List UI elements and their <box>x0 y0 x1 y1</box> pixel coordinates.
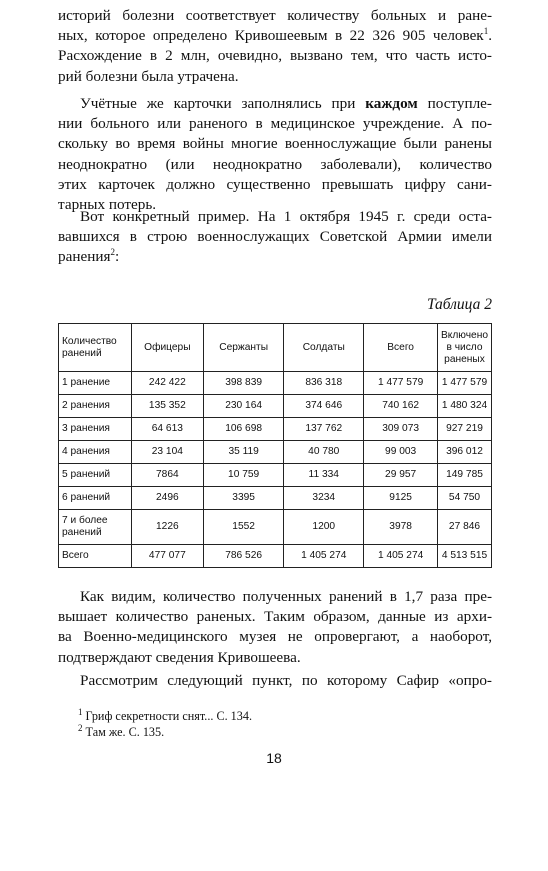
table-cell: 64 613 <box>131 418 203 441</box>
paragraph-5 <box>58 671 492 691</box>
text-line: Как видим, количество полученных ранений в 1,7 раза пре- <box>80 588 492 605</box>
text-line: этих карточек должно существенно превышать цифру сани- <box>58 175 492 193</box>
row-label-cell: 1 ранение <box>59 372 132 395</box>
text-line: неоднократно (или неоднократно заболевали), количество <box>58 155 492 173</box>
text-line <box>58 247 492 267</box>
table-cell: 1 477 579 <box>364 372 438 395</box>
footnote-mark: 1 <box>78 706 83 717</box>
table-cell: 3234 <box>284 487 364 510</box>
text-line: историй болезни соответствует количеству больных и ране- <box>58 7 492 24</box>
table-cell: 1552 <box>204 510 284 545</box>
table-cell: 54 750 <box>438 487 492 510</box>
table-cell: 1 477 579 <box>438 372 492 395</box>
table-cell: 1226 <box>131 510 203 545</box>
paragraph-3 <box>58 207 492 268</box>
table-cell: 99 003 <box>364 441 438 464</box>
text-line: Расхождение в 2 млн, очевидно, вызвано тем, что часть исто- <box>58 47 492 65</box>
text-line-content: ранения <box>58 248 111 266</box>
footnote-text: Гриф секретности снят... С. 134. <box>82 709 253 723</box>
text-line: нии больного или раненого в медицинское учреждение. А по- <box>58 115 492 133</box>
table-header-row <box>59 324 492 372</box>
table-cell: 3978 <box>364 510 438 545</box>
table-cell: 9125 <box>364 487 438 510</box>
text-line-content: ных, которое определено Кривошеевым в 22 326 905 человек <box>58 27 484 45</box>
table-cell: 135 352 <box>131 395 203 418</box>
wounds-table <box>58 323 492 568</box>
table-cell: 2496 <box>131 487 203 510</box>
paragraph-4 <box>58 587 492 668</box>
table-row <box>59 510 492 545</box>
bold-word: каждом <box>365 95 418 112</box>
row-label-cell: 5 ранений <box>59 464 132 487</box>
table-row <box>59 441 492 464</box>
table-cell: 230 164 <box>204 395 284 418</box>
table-cell: 242 422 <box>131 372 203 395</box>
table-cell: 40 780 <box>284 441 364 464</box>
footnote-2 <box>78 722 165 740</box>
colon: : <box>114 248 120 266</box>
table-cell: 1 405 274 <box>284 545 364 568</box>
table-cell: 7864 <box>131 464 203 487</box>
table-row <box>59 395 492 418</box>
row-label-cell: 6 ранений <box>59 487 132 510</box>
header-cell: Сержанты <box>204 324 284 372</box>
table-row <box>59 487 492 510</box>
text-line <box>58 94 492 114</box>
table-cell: 149 785 <box>438 464 492 487</box>
row-label-cell: 3 ранения <box>59 418 132 441</box>
page-number: 18 <box>266 750 282 766</box>
text-line: рий болезни была утрачена. <box>58 67 239 85</box>
footnote-mark: 2 <box>78 722 83 733</box>
table-cell: 1 480 324 <box>438 395 492 418</box>
text-segment: Учётные же карточки заполнялись при <box>80 95 366 112</box>
row-label-cell: 2 ранения <box>59 395 132 418</box>
footnote-ref-2: 2 <box>110 247 115 258</box>
header-cell: Офицеры <box>131 324 203 372</box>
table-row <box>59 372 492 395</box>
header-cell: Количество ранений <box>59 324 132 372</box>
footnote-1 <box>78 706 253 724</box>
row-label-cell: 4 ранения <box>59 441 132 464</box>
table-cell: 786 526 <box>204 545 284 568</box>
table-cell: 374 646 <box>284 395 364 418</box>
table-row <box>59 418 492 441</box>
text-line: вавшихся в строю военнослужащих Советской Армии имели <box>58 228 492 246</box>
row-label-cell: 7 и более ранений <box>59 510 132 545</box>
table-cell: 836 318 <box>284 372 364 395</box>
table-cell: 477 077 <box>131 545 203 568</box>
period: . <box>488 27 492 45</box>
text-line: тарных потерь. <box>58 196 157 214</box>
table-cell: 10 759 <box>204 464 284 487</box>
footnote-ref-1: 1 <box>483 26 489 37</box>
table-cell: 3395 <box>204 487 284 510</box>
header-cell: Солдаты <box>284 324 364 372</box>
row-label-cell: Всего <box>59 545 132 568</box>
table-cell: 309 073 <box>364 418 438 441</box>
header-cell: Включено в число раненых <box>438 324 492 372</box>
text-line: Рассмотрим следующий пункт, по которому Сафир «опро- <box>80 672 492 689</box>
table-cell: 927 219 <box>438 418 492 441</box>
table-cell: 398 839 <box>204 372 284 395</box>
table-row <box>59 464 492 487</box>
text-line: скольку во время войны многие военнослужащие были ранены <box>58 135 492 153</box>
table-cell: 35 119 <box>204 441 284 464</box>
text-line: вышает количество раненых. Таким образом, данные из архи- <box>58 608 492 626</box>
table-cell: 1 405 274 <box>364 545 438 568</box>
table-caption: Таблица 2 <box>426 296 492 313</box>
footnote-text: Там же. С. 135. <box>82 725 165 739</box>
table-cell: 23 104 <box>131 441 203 464</box>
table-cell: 1200 <box>284 510 364 545</box>
table-cell: 11 334 <box>284 464 364 487</box>
text-line: ва Военно-медицинского музея не опровергают, а наоборот, <box>58 628 492 646</box>
table-row <box>59 545 492 568</box>
table-cell: 106 698 <box>204 418 284 441</box>
text-line: подтверждают сведения Кривошеева. <box>58 648 301 666</box>
paragraph-1 <box>58 6 492 87</box>
table-cell: 740 162 <box>364 395 438 418</box>
table-cell: 4 513 515 <box>438 545 492 568</box>
text-line <box>58 26 492 46</box>
table-cell: 27 846 <box>438 510 492 545</box>
text-segment: поступле- <box>417 95 492 112</box>
header-cell: Всего <box>364 324 438 372</box>
table-cell: 29 957 <box>364 464 438 487</box>
text-line: Вот конкретный пример. На 1 октября 1945 г. среди оста- <box>80 208 492 225</box>
table-cell: 396 012 <box>438 441 492 464</box>
table-cell: 137 762 <box>284 418 364 441</box>
paragraph-2 <box>58 94 492 215</box>
